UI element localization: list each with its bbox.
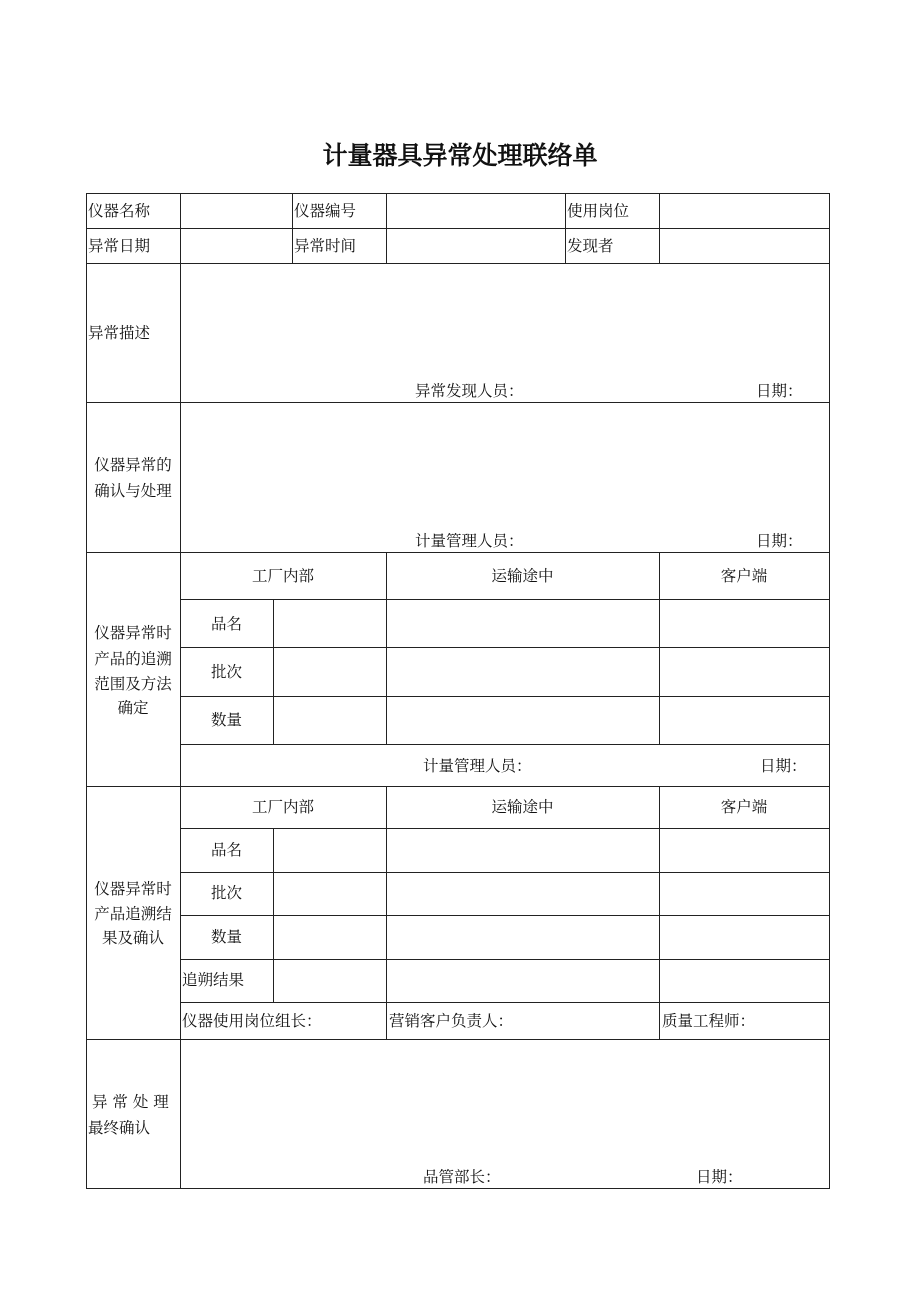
description-person-label: 异常发现人员：: [415, 382, 524, 400]
rule-tr-sub: [273, 828, 274, 1002]
trace-scope-label-line2: 产品的追溯: [94, 650, 172, 668]
trace-scope-label-line3: 范围及方法: [94, 675, 172, 693]
ts-col-customer: 客户端: [720, 567, 768, 585]
confirm-content[interactable]: [186, 409, 824, 509]
confirm-date-label: 日期：: [756, 532, 803, 550]
ts-col-factory: 工厂内部: [251, 567, 314, 585]
rule-bottom: [86, 1188, 830, 1189]
rule-tr-row2: [180, 915, 830, 916]
trace-result-label-line2: 产品追溯结: [94, 905, 172, 923]
description-label: 异常描述: [88, 324, 151, 342]
description-date-label: 日期：: [756, 382, 803, 400]
rule-tr-c3: [659, 786, 660, 1039]
ts-row-label: 批次: [210, 663, 242, 681]
rule-ts-row1: [180, 647, 830, 648]
ts-row-label: 数量: [210, 711, 242, 729]
ts-col-transit: 运输途中: [491, 567, 554, 585]
rule-ts-header: [180, 599, 830, 600]
abnormal-date-label: 异常日期: [88, 237, 151, 255]
rule-tr-row1: [180, 872, 830, 873]
finder-label: 发现者: [567, 237, 614, 255]
abnormal-time-label: 异常时间: [294, 237, 357, 255]
confirm-label-line1: 仪器异常的: [94, 456, 172, 474]
trace-result-label-line1: 仪器异常时: [94, 880, 172, 898]
page-title: 计量器具异常处理联络单: [322, 141, 598, 170]
rule-r-c4: [565, 193, 566, 263]
rule-tr-row3: [180, 959, 830, 960]
sign-marketing: 营销客户负责人：: [389, 1012, 514, 1030]
rule-tr-bottom: [86, 1039, 830, 1040]
trace-scope-label-line4: 确定: [117, 699, 149, 717]
instrument-no-label: 仪器编号: [294, 202, 357, 220]
rule-row2-bottom: [86, 263, 830, 264]
confirm-person-label: 计量管理人员：: [415, 532, 524, 550]
rule-ts-bottom: [86, 786, 830, 787]
final-person-label: 品管部长：: [423, 1168, 501, 1186]
rule-tr-row4: [180, 1002, 830, 1003]
tr-row-label: 追朔结果: [182, 971, 245, 989]
rule-confirm-bottom: [86, 552, 830, 553]
trace-scope-label-line1: 仪器异常时: [94, 624, 172, 642]
tr-col-transit: 运输途中: [491, 798, 554, 816]
rule-ts-row2: [180, 696, 830, 697]
rule-top: [86, 193, 830, 194]
rule-right: [829, 193, 830, 1189]
description-content[interactable]: [186, 269, 824, 369]
sign-post-leader: 仪器使用岗位组长：: [182, 1012, 322, 1030]
final-date-label: 日期：: [696, 1168, 743, 1186]
sign-quality: 质量工程师：: [662, 1012, 756, 1030]
ts-date-label: 日期：: [760, 757, 807, 775]
tr-row-label: 数量: [210, 928, 242, 946]
trace-result-label-line3: 果及确认: [101, 929, 164, 947]
contact-form: [86, 193, 830, 1189]
rule-r-c3: [386, 193, 387, 263]
tr-col-customer: 客户端: [720, 798, 768, 816]
confirm-label-line2: 确认与处理: [94, 482, 172, 500]
rule-row1-bottom: [86, 228, 830, 229]
final-content[interactable]: [186, 1045, 824, 1155]
rule-ts-row3: [180, 744, 830, 745]
rule-ts-sub: [273, 599, 274, 744]
rule-desc-bottom: [86, 402, 830, 403]
rule-label-col: [180, 193, 181, 1189]
final-label-line2: 最终确认: [88, 1119, 151, 1137]
tr-col-factory: 工厂内部: [251, 798, 314, 816]
post-label: 使用岗位: [567, 202, 630, 220]
ts-person-label: 计量管理人员：: [423, 757, 532, 775]
tr-row-label: 品名: [210, 841, 242, 859]
final-label-line1: 异 常 处 理: [92, 1093, 169, 1111]
ts-row-label: 品名: [210, 615, 242, 633]
rule-r-c2: [292, 193, 293, 263]
rule-r-c5: [659, 193, 660, 263]
tr-row-label: 批次: [210, 884, 242, 902]
rule-tr-header: [180, 828, 830, 829]
instrument-name-label: 仪器名称: [88, 202, 151, 220]
rule-tr-c2: [386, 786, 387, 1039]
